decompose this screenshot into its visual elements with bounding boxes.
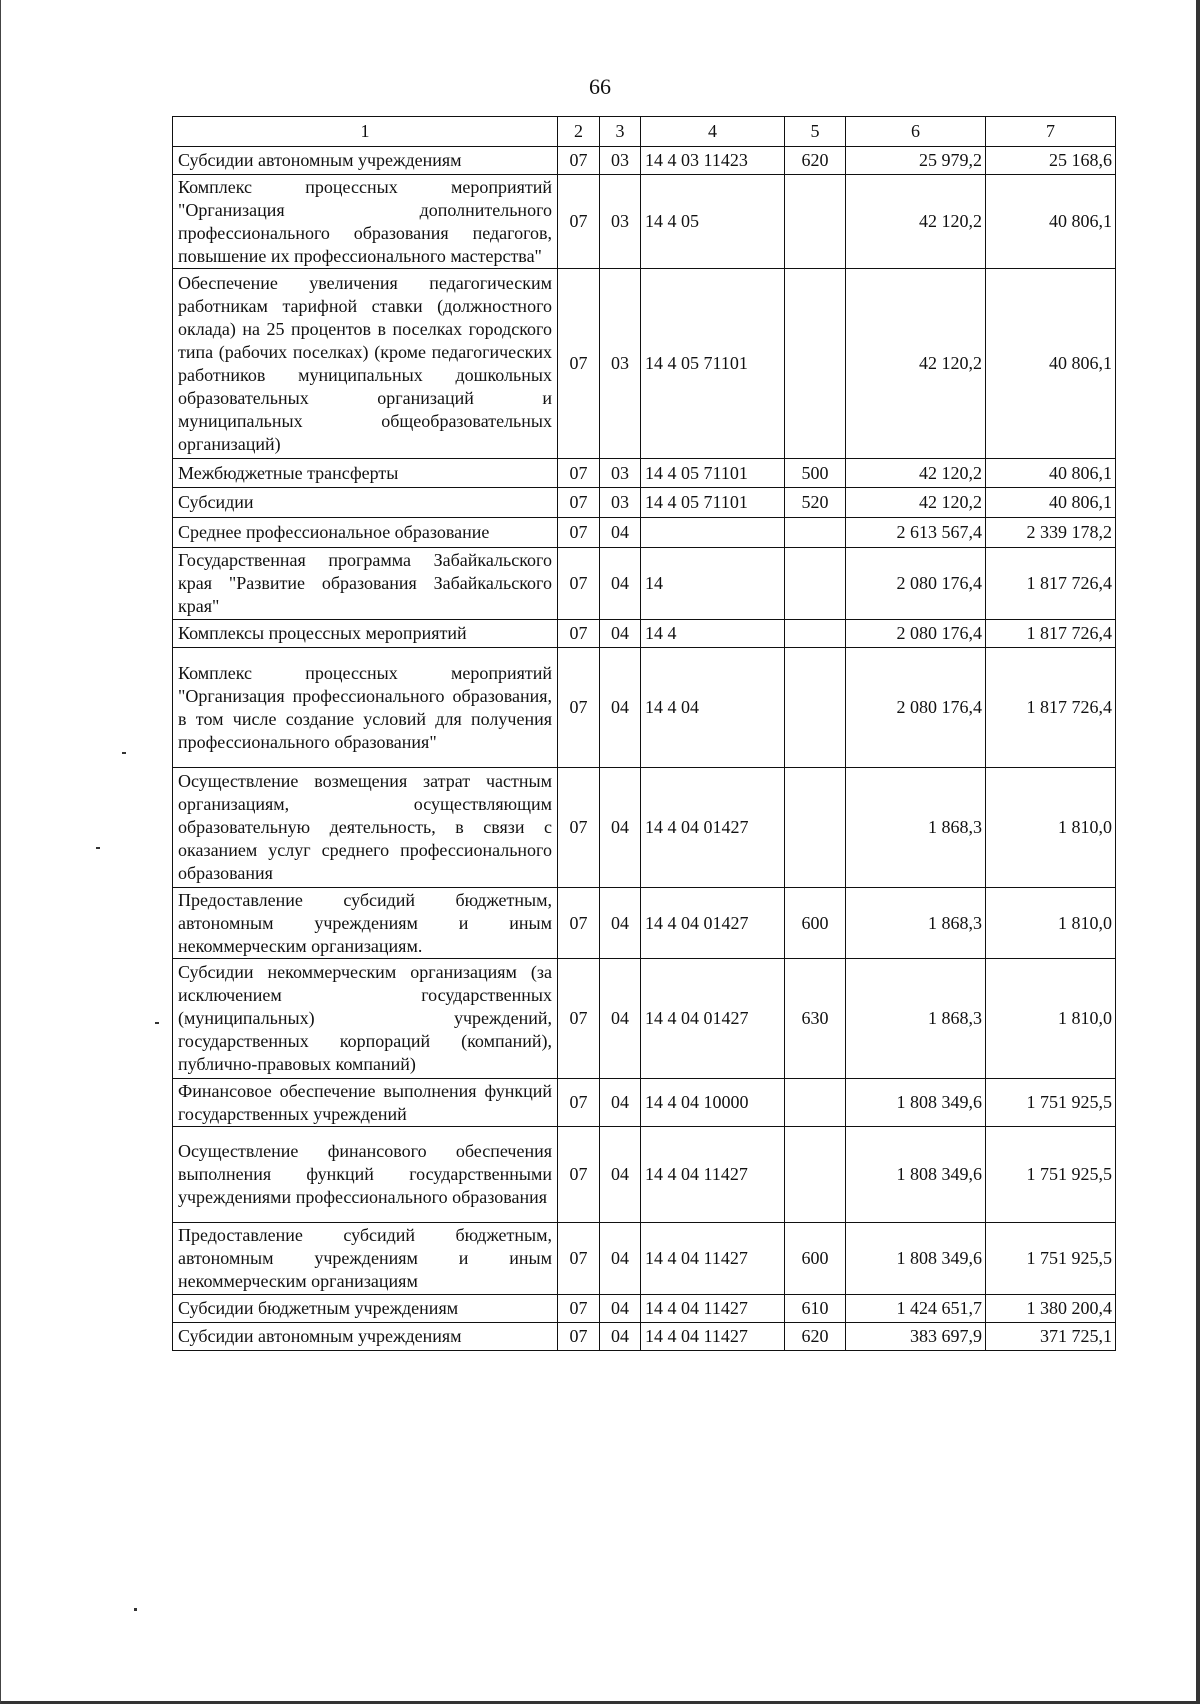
item-name: Комплексы процессных мероприятий: [173, 620, 558, 648]
section-code: 07: [558, 1323, 600, 1351]
section-code: 07: [558, 620, 600, 648]
table-row: [173, 648, 1116, 768]
item-name: Предоставление субсидий бюджетным, автономным учреждениям и иным некоммерческим организациям: [173, 1223, 558, 1295]
amount-col7: 1 751 925,5: [986, 1079, 1116, 1127]
subsection-code: 04: [600, 1223, 641, 1295]
amount-col7: 1 751 925,5: [986, 1127, 1116, 1223]
item-name: Субсидии бюджетным учреждениям: [173, 1295, 558, 1323]
section-code: 07: [558, 548, 600, 620]
table-row: [173, 548, 1116, 620]
target-article-code: 14 4 05 71101: [641, 488, 785, 518]
amount-col7: 40 806,1: [986, 175, 1116, 269]
subsection-code: 04: [600, 1079, 641, 1127]
section-code: 07: [558, 1223, 600, 1295]
amount-col7: 1 817 726,4: [986, 548, 1116, 620]
table-row: [173, 768, 1116, 888]
table-row: [173, 888, 1116, 959]
page-number: 66: [589, 74, 611, 99]
item-name: Государственная программа Забайкальского края "Развитие образования Забайкальского края": [173, 548, 558, 620]
target-article-code: 14 4 05 71101: [641, 459, 785, 488]
section-code: 07: [558, 1295, 600, 1323]
expense-type-code: [785, 768, 846, 888]
expense-type-code: [785, 548, 846, 620]
table-row: [173, 1079, 1116, 1127]
amount-col6: 2 080 176,4: [846, 648, 986, 768]
section-code: 07: [558, 1079, 600, 1127]
target-article-code: 14 4 05: [641, 175, 785, 269]
table-row: [173, 175, 1116, 269]
amount-col6: 2 613 567,4: [846, 518, 986, 548]
table-row: [173, 1223, 1116, 1295]
section-code: 07: [558, 175, 600, 269]
target-article-code: 14 4 04 01427: [641, 888, 785, 959]
section-code: 07: [558, 147, 600, 175]
header-row: [173, 117, 1116, 147]
section-code: 07: [558, 959, 600, 1079]
target-article-code: 14 4 04: [641, 648, 785, 768]
budget-table: [172, 116, 1116, 1351]
amount-col6: 25 979,2: [846, 147, 986, 175]
subsection-code: 03: [600, 269, 641, 459]
expense-type-code: 620: [785, 1323, 846, 1351]
table-row: [173, 518, 1116, 548]
subsection-code: 03: [600, 175, 641, 269]
amount-col7: 40 806,1: [986, 488, 1116, 518]
amount-col6: 1 424 651,7: [846, 1295, 986, 1323]
amount-col6: 1 808 349,6: [846, 1079, 986, 1127]
amount-col6: 1 868,3: [846, 888, 986, 959]
amount-col7: 40 806,1: [986, 269, 1116, 459]
expense-type-code: 630: [785, 959, 846, 1079]
amount-col6: 1 868,3: [846, 768, 986, 888]
scan-speck: [96, 847, 100, 849]
header-cell: 5: [785, 117, 846, 147]
amount-col7: 1 810,0: [986, 768, 1116, 888]
target-article-code: 14: [641, 548, 785, 620]
expense-type-code: 600: [785, 888, 846, 959]
expense-type-code: 520: [785, 488, 846, 518]
amount-col7: 1 817 726,4: [986, 648, 1116, 768]
target-article-code: 14 4 05 71101: [641, 269, 785, 459]
item-name: Комплекс процессных мероприятий "Организация профессионального образования, в том числе создание условий для получения профессионального образования": [173, 648, 558, 768]
amount-col6: 42 120,2: [846, 459, 986, 488]
amount-col7: 1 817 726,4: [986, 620, 1116, 648]
section-code: 07: [558, 269, 600, 459]
amount-col6: 383 697,9: [846, 1323, 986, 1351]
item-name: Осуществление возмещения затрат частным организациям, осуществляющим образовательную деятельность, в связи с оказанием услуг среднего профессионального образования: [173, 768, 558, 888]
target-article-code: 14 4 04 01427: [641, 959, 785, 1079]
table-row: [173, 1295, 1116, 1323]
amount-col7: 1 810,0: [986, 959, 1116, 1079]
subsection-code: 04: [600, 620, 641, 648]
item-name: Субсидии автономным учреждениям: [173, 1323, 558, 1351]
subsection-code: 04: [600, 648, 641, 768]
amount-col7: 371 725,1: [986, 1323, 1116, 1351]
table-row: [173, 147, 1116, 175]
subsection-code: 04: [600, 548, 641, 620]
expense-type-code: 500: [785, 459, 846, 488]
target-article-code: [641, 518, 785, 548]
item-name: Субсидии некоммерческим организациям (за исключением государственных (муниципальных) учреждений, государственных корпораций (компаний), публично-правовых компаний): [173, 959, 558, 1079]
subsection-code: 04: [600, 888, 641, 959]
amount-col6: 1 808 349,6: [846, 1223, 986, 1295]
expense-type-code: [785, 518, 846, 548]
table-row: [173, 620, 1116, 648]
item-name: Субсидии: [173, 488, 558, 518]
amount-col6: 1 868,3: [846, 959, 986, 1079]
target-article-code: 14 4 04 11427: [641, 1127, 785, 1223]
amount-col7: 1 751 925,5: [986, 1223, 1116, 1295]
expense-type-code: [785, 1127, 846, 1223]
table-row: [173, 488, 1116, 518]
amount-col6: 42 120,2: [846, 175, 986, 269]
amount-col7: 1 380 200,4: [986, 1295, 1116, 1323]
scan-speck: [155, 1022, 159, 1024]
target-article-code: 14 4: [641, 620, 785, 648]
header-cell: 1: [173, 117, 558, 147]
expense-type-code: [785, 620, 846, 648]
item-name: Финансовое обеспечение выполнения функций государственных учреждений: [173, 1079, 558, 1127]
section-code: 07: [558, 488, 600, 518]
amount-col6: 42 120,2: [846, 269, 986, 459]
section-code: 07: [558, 459, 600, 488]
target-article-code: 14 4 04 11427: [641, 1223, 785, 1295]
section-code: 07: [558, 888, 600, 959]
subsection-code: 04: [600, 518, 641, 548]
table-row: [173, 269, 1116, 459]
target-article-code: 14 4 04 11427: [641, 1295, 785, 1323]
expense-type-code: [785, 648, 846, 768]
item-name: Осуществление финансового обеспечения выполнения функций государственными учреждениями профессионального образования: [173, 1127, 558, 1223]
table-row: [173, 1323, 1116, 1351]
header-cell: 4: [641, 117, 785, 147]
amount-col7: 1 810,0: [986, 888, 1116, 959]
subsection-code: 04: [600, 768, 641, 888]
expense-type-code: [785, 175, 846, 269]
subsection-code: 03: [600, 147, 641, 175]
section-code: 07: [558, 648, 600, 768]
header-cell: 3: [600, 117, 641, 147]
target-article-code: 14 4 04 01427: [641, 768, 785, 888]
subsection-code: 03: [600, 459, 641, 488]
scan-speck: [134, 1608, 137, 1611]
amount-col6: 1 808 349,6: [846, 1127, 986, 1223]
amount-col7: 40 806,1: [986, 459, 1116, 488]
section-code: 07: [558, 518, 600, 548]
subsection-code: 04: [600, 1323, 641, 1351]
scan-speck: [122, 752, 126, 754]
item-name: Комплекс процессных мероприятий "Организация дополнительного профессионального образования педагогов, повышение их профессионального мастерства": [173, 175, 558, 269]
target-article-code: 14 4 04 11427: [641, 1323, 785, 1351]
target-article-code: 14 4 03 11423: [641, 147, 785, 175]
expense-type-code: 610: [785, 1295, 846, 1323]
section-code: 07: [558, 1127, 600, 1223]
expense-type-code: [785, 1079, 846, 1127]
item-name: Субсидии автономным учреждениям: [173, 147, 558, 175]
header-cell: 6: [846, 117, 986, 147]
subsection-code: 04: [600, 959, 641, 1079]
header-cell: 7: [986, 117, 1116, 147]
subsection-code: 04: [600, 1127, 641, 1223]
amount-col6: 2 080 176,4: [846, 620, 986, 648]
target-article-code: 14 4 04 10000: [641, 1079, 785, 1127]
item-name: Межбюджетные трансферты: [173, 459, 558, 488]
item-name: Предоставление субсидий бюджетным, автономным учреждениям и иным некоммерческим организациям.: [173, 888, 558, 959]
item-name: Обеспечение увеличения педагогическим работникам тарифной ставки (должностного оклада) на 25 процентов в поселках городского типа (рабочих поселках) (кроме педагогических работников муниципальных дошкольных образовательных организаций и муниципальных общеобразовательных организаций): [173, 269, 558, 459]
table-row: [173, 459, 1116, 488]
amount-col7: 2 339 178,2: [986, 518, 1116, 548]
amount-col6: 2 080 176,4: [846, 548, 986, 620]
table-row: [173, 959, 1116, 1079]
expense-type-code: [785, 269, 846, 459]
section-code: 07: [558, 768, 600, 888]
expense-type-code: 600: [785, 1223, 846, 1295]
amount-col6: 42 120,2: [846, 488, 986, 518]
amount-col7: 25 168,6: [986, 147, 1116, 175]
subsection-code: 03: [600, 488, 641, 518]
subsection-code: 04: [600, 1295, 641, 1323]
item-name: Среднее профессиональное образование: [173, 518, 558, 548]
header-cell: 2: [558, 117, 600, 147]
expense-type-code: 620: [785, 147, 846, 175]
table-row: [173, 1127, 1116, 1223]
